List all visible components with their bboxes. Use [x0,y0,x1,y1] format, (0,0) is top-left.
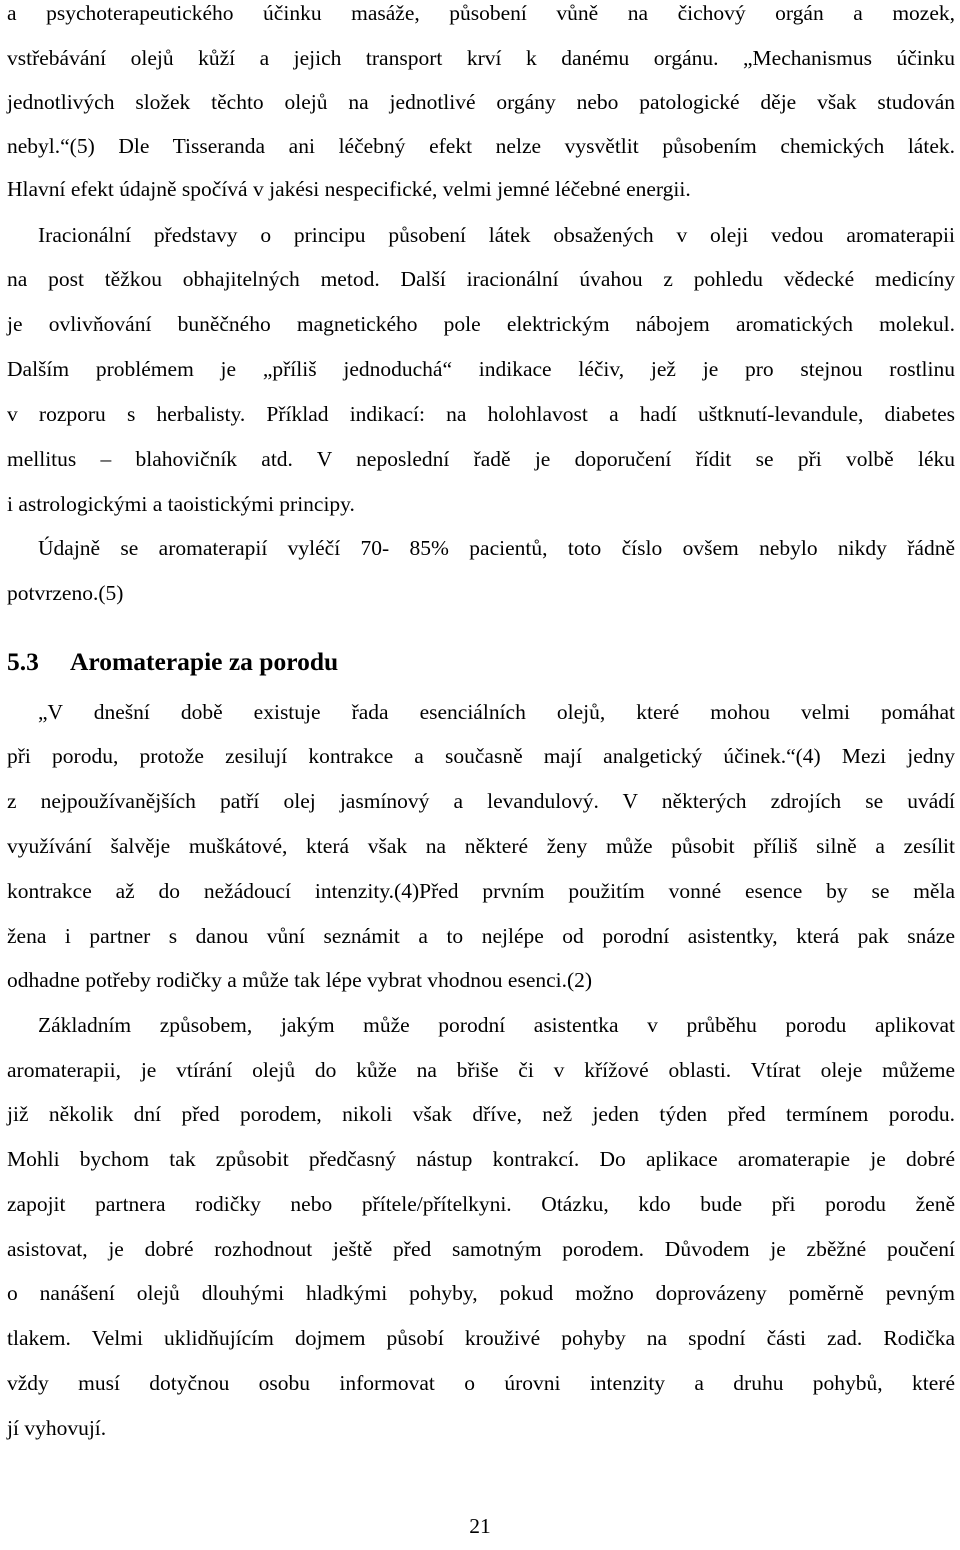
text-line: z nejpoužívanějších patří olej jasmínový a levandulový. V některých zdrojích se uvádí [7,789,955,813]
text-line: aromaterapii, je vtírání olejů do kůže na břiše či v křížové oblasti. Vtírat oleje můžeme [7,1058,955,1082]
text-line: vstřebávání olejů kůží a jejich transport krví k danému orgánu. „Mechanismus účinku [7,46,955,70]
text-line: Iracionální představy o principu působení látek obsažených v oleji vedou aromaterapii [38,223,955,247]
text-line: a psychoterapeutického účinku masáže, působení vůně na čichový orgán a mozek, [7,1,955,25]
text-line: využívání šalvěje muškátové, která však na některé ženy může působit příliš silně a zesílit [7,834,955,858]
text-line: Základním způsobem, jakým může porodní asistentka v průběhu porodu aplikovat [38,1013,955,1037]
text-line: tlakem. Velmi uklidňujícím dojmem působí krouživé pohyby na spodní části zad. Rodička [7,1326,955,1350]
text-line: Mohli bychom tak způsobit předčasný nástup kontrakcí. Do aplikace aromaterapie je dobré [7,1147,955,1171]
text-line: Hlavní efekt údajně spočívá v jakési nespecifické, velmi jemné léčebné energii. [7,177,691,201]
text-line: asistovat, je dobré rozhodnout ještě před samotným porodem. Důvodem je zběžné poučení [7,1237,955,1261]
text-line: již několik dní před porodem, nikoli však dříve, než jeden týden před termínem porodu. [7,1102,955,1126]
text-line: Dalším problémem je „příliš jednoduchá“ indikace léčiv, jež je pro stejnou rostlinu [7,357,955,381]
section-heading [7,647,338,677]
text-line: kontrakce až do nežádoucí intenzity.(4)Před prvním použitím vonné esence by se měla [7,879,955,903]
text-line: je ovlivňování buněčného magnetického pole elektrickým nábojem aromatických molekul. [7,312,955,336]
page-number: 21 [469,1514,491,1538]
text-line: i astrologickými a taoistickými principy. [7,492,355,516]
text-line: mellitus – blahovičník atd. V neposlední řadě je doporučení řídit se při volbě léku [7,447,955,471]
section-number: 5.3 [7,647,39,676]
text-line: žena i partner s danou vůní seznámit a to nejlépe od porodní asistentky, která pak snáze [7,924,955,948]
text-line: potvrzeno.(5) [7,581,124,605]
text-line: odhadne potřeby rodičky a může tak lépe vybrat vhodnou esenci.(2) [7,968,593,992]
text-line: nebyl.“(5) Dle Tisseranda ani léčebný efekt nelze vysvětlit působením chemických látek. [7,134,955,158]
text-line: jí vyhovují. [7,1416,107,1440]
text-line: o nanášení olejů dlouhými hladkými pohyby, pokud možno doprovázeny poměrně pevným [7,1281,955,1305]
text-line: v rozporu s herbalisty. Příklad indikací: na holohlavost a hadí uštknutí-levandule, diabetes [7,402,955,426]
text-line: jednotlivých složek těchto olejů na jednotlivé orgány nebo patologické děje však studován [7,90,955,114]
text-line: „V dnešní době existuje řada esenciálních olejů, které mohou velmi pomáhat [38,700,955,724]
section-title: Aromaterapie za porodu [70,647,339,676]
text-line: zapojit partnera rodičky nebo přítele/přítelkyni. Otázku, kdo bude při porodu ženě [7,1192,955,1216]
text-line: vždy musí dotyčnou osobu informovat o úrovni intenzity a druhu pohybů, které [7,1371,955,1395]
text-line: při porodu, protože zesilují kontrakce a současně mají analgetický účinek.“(4) Mezi jedny [7,744,955,768]
text-line: Údajně se aromaterapií vyléčí 70- 85% pacientů, toto číslo ovšem nebylo nikdy řádně [38,536,955,560]
text-line: na post těžkou obhajitelných metod. Další iracionální úvahou z pohledu vědecké medicíny [7,267,955,291]
